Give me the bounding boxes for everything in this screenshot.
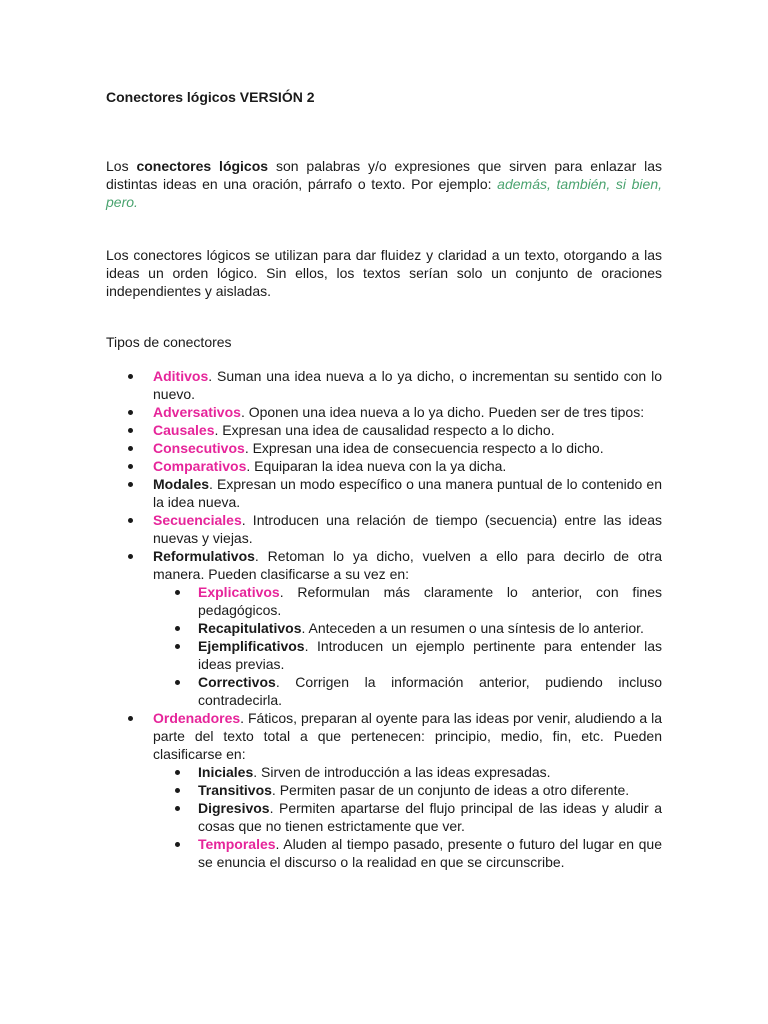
connector-description: . Equiparan la idea nueva con la ya dicha.: [246, 458, 507, 474]
connector-type-item: [106, 403, 662, 421]
types-heading: Tipos de conectores: [106, 334, 232, 350]
connector-description: . Retoman lo ya dicho, vuelven a ello para decirlo de otra manera. Pueden clasificarse a su vez en:: [153, 548, 662, 582]
connector-type-item: [106, 421, 662, 439]
connector-subtype-item: [153, 619, 662, 637]
connector-subterm: Ejemplificativos: [198, 638, 305, 654]
connector-term: Reformulativos: [153, 548, 255, 564]
intro-pre: Los: [106, 158, 137, 174]
connector-subtype-item: [153, 835, 662, 871]
connector-subtype-item: [153, 673, 662, 709]
connector-type-item: [106, 475, 662, 511]
connector-type-item: [106, 439, 662, 457]
connector-description: . Introducen una relación de tiempo (secuencia) entre las ideas nuevas y viejas.: [153, 512, 662, 546]
connector-term: Modales: [153, 476, 210, 492]
connector-term: Comparativos: [153, 458, 247, 474]
bullet-icon: [175, 680, 180, 685]
connector-subdescription: . Sirven de introducción a las ideas expresadas.: [253, 764, 551, 780]
document-title: Conectores lógicos VERSIÓN 2: [106, 89, 315, 105]
connector-term: Aditivos: [153, 368, 209, 384]
bullet-icon: [175, 590, 180, 595]
bullet-icon: [128, 518, 133, 523]
document-page: [106, 88, 662, 871]
bullet-icon: [128, 374, 133, 379]
connector-subterm: Explicativos: [198, 584, 280, 600]
intro-paragraph: [106, 157, 662, 211]
connector-subtype-item: [153, 799, 662, 835]
bullet-icon: [128, 554, 133, 559]
bullet-icon: [175, 842, 180, 847]
connector-description: . Expresan un modo específico o una manera puntual de lo contenido en la idea nueva.: [153, 476, 662, 510]
connector-subtype-item: [153, 583, 662, 619]
bullet-icon: [128, 716, 133, 721]
connector-subterm: Digresivos: [198, 800, 270, 816]
connector-subtype-item: [153, 763, 662, 781]
bullet-icon: [175, 770, 180, 775]
intro-bold-term: conectores lógicos: [136, 158, 269, 174]
second-paragraph: Los conectores lógicos se utilizan para dar fluidez y claridad a un texto, otorgando a las ideas un orden lógico. Sin ellos, los textos serían solo un conjunto de oraciones independientes y aisladas.: [106, 247, 662, 299]
bullet-icon: [128, 410, 133, 415]
connector-subdescription: . Aluden al tiempo pasado, presente o futuro del lugar en que se enuncia el discurso o la realidad en que se circunscribe.: [198, 836, 662, 870]
connector-type-item: [106, 457, 662, 475]
connector-subdescription: . Anteceden a un resumen o una síntesis de lo anterior.: [301, 620, 644, 636]
connector-subdescription: . Corrigen la información anterior, pudiendo incluso contradecirla.: [198, 674, 662, 708]
connector-subtypes-list: [153, 763, 662, 871]
connector-subtype-item: [153, 637, 662, 673]
intro-examples: además, también, si bien, pero.: [106, 176, 662, 210]
connector-term: Ordenadores: [153, 710, 241, 726]
connector-term: Adversativos: [153, 404, 241, 420]
connector-subterm: Correctivos: [198, 674, 276, 690]
connector-subdescription: . Permiten pasar de un conjunto de ideas a otro diferente.: [271, 782, 630, 798]
connector-description: . Expresan una idea de consecuencia respecto a lo dicho.: [244, 440, 604, 456]
connector-term: Consecutivos: [153, 440, 245, 456]
connector-description: . Oponen una idea nueva a lo ya dicho. Pueden ser de tres tipos:: [240, 404, 645, 420]
bullet-icon: [128, 482, 133, 487]
bullet-icon: [128, 428, 133, 433]
bullet-icon: [128, 464, 133, 469]
bullet-icon: [128, 446, 133, 451]
connector-type-item: [106, 511, 662, 547]
connector-subdescription: . Permiten apartarse del flujo principal de las ideas y aludir a cosas que no tienen estrictamente que ver.: [198, 800, 662, 834]
connector-type-item: [106, 367, 662, 403]
connector-subterm: Temporales: [198, 836, 276, 852]
connector-description: . Expresan una idea de causalidad respecto a lo dicho.: [214, 422, 555, 438]
bullet-icon: [175, 806, 180, 811]
bullet-icon: [175, 644, 180, 649]
connector-subtype-item: [153, 781, 662, 799]
connector-term: Causales: [153, 422, 215, 438]
connector-subterm: Transitivos: [198, 782, 272, 798]
connector-subdescription: . Reformulan más claramente lo anterior, con fines pedagógicos.: [198, 584, 662, 618]
connector-subterm: Iniciales: [198, 764, 254, 780]
connector-subdescription: . Introducen un ejemplo pertinente para entender las ideas previas.: [198, 638, 662, 672]
connector-subtypes-list: [153, 583, 662, 709]
connector-type-item: [106, 547, 662, 709]
connector-types-list: [106, 367, 662, 871]
bullet-icon: [175, 626, 180, 631]
bullet-icon: [175, 788, 180, 793]
connector-term: Secuenciales: [153, 512, 242, 528]
intro-post: son palabras y/o expresiones que sirven para enlazar las distintas ideas en una oración, párrafo o texto. Por ejemplo:: [106, 158, 663, 192]
connector-description: . Fáticos, preparan al oyente para las ideas por venir, aludiendo a la parte del texto total a que pertenecen: principio, medio, fin, etc. Pueden clasificarse en:: [153, 710, 662, 762]
connector-type-item: [106, 709, 662, 871]
connector-description: . Suman una idea nueva a lo ya dicho, o incrementan su sentido con lo nuevo.: [153, 368, 662, 402]
connector-subterm: Recapitulativos: [198, 620, 302, 636]
